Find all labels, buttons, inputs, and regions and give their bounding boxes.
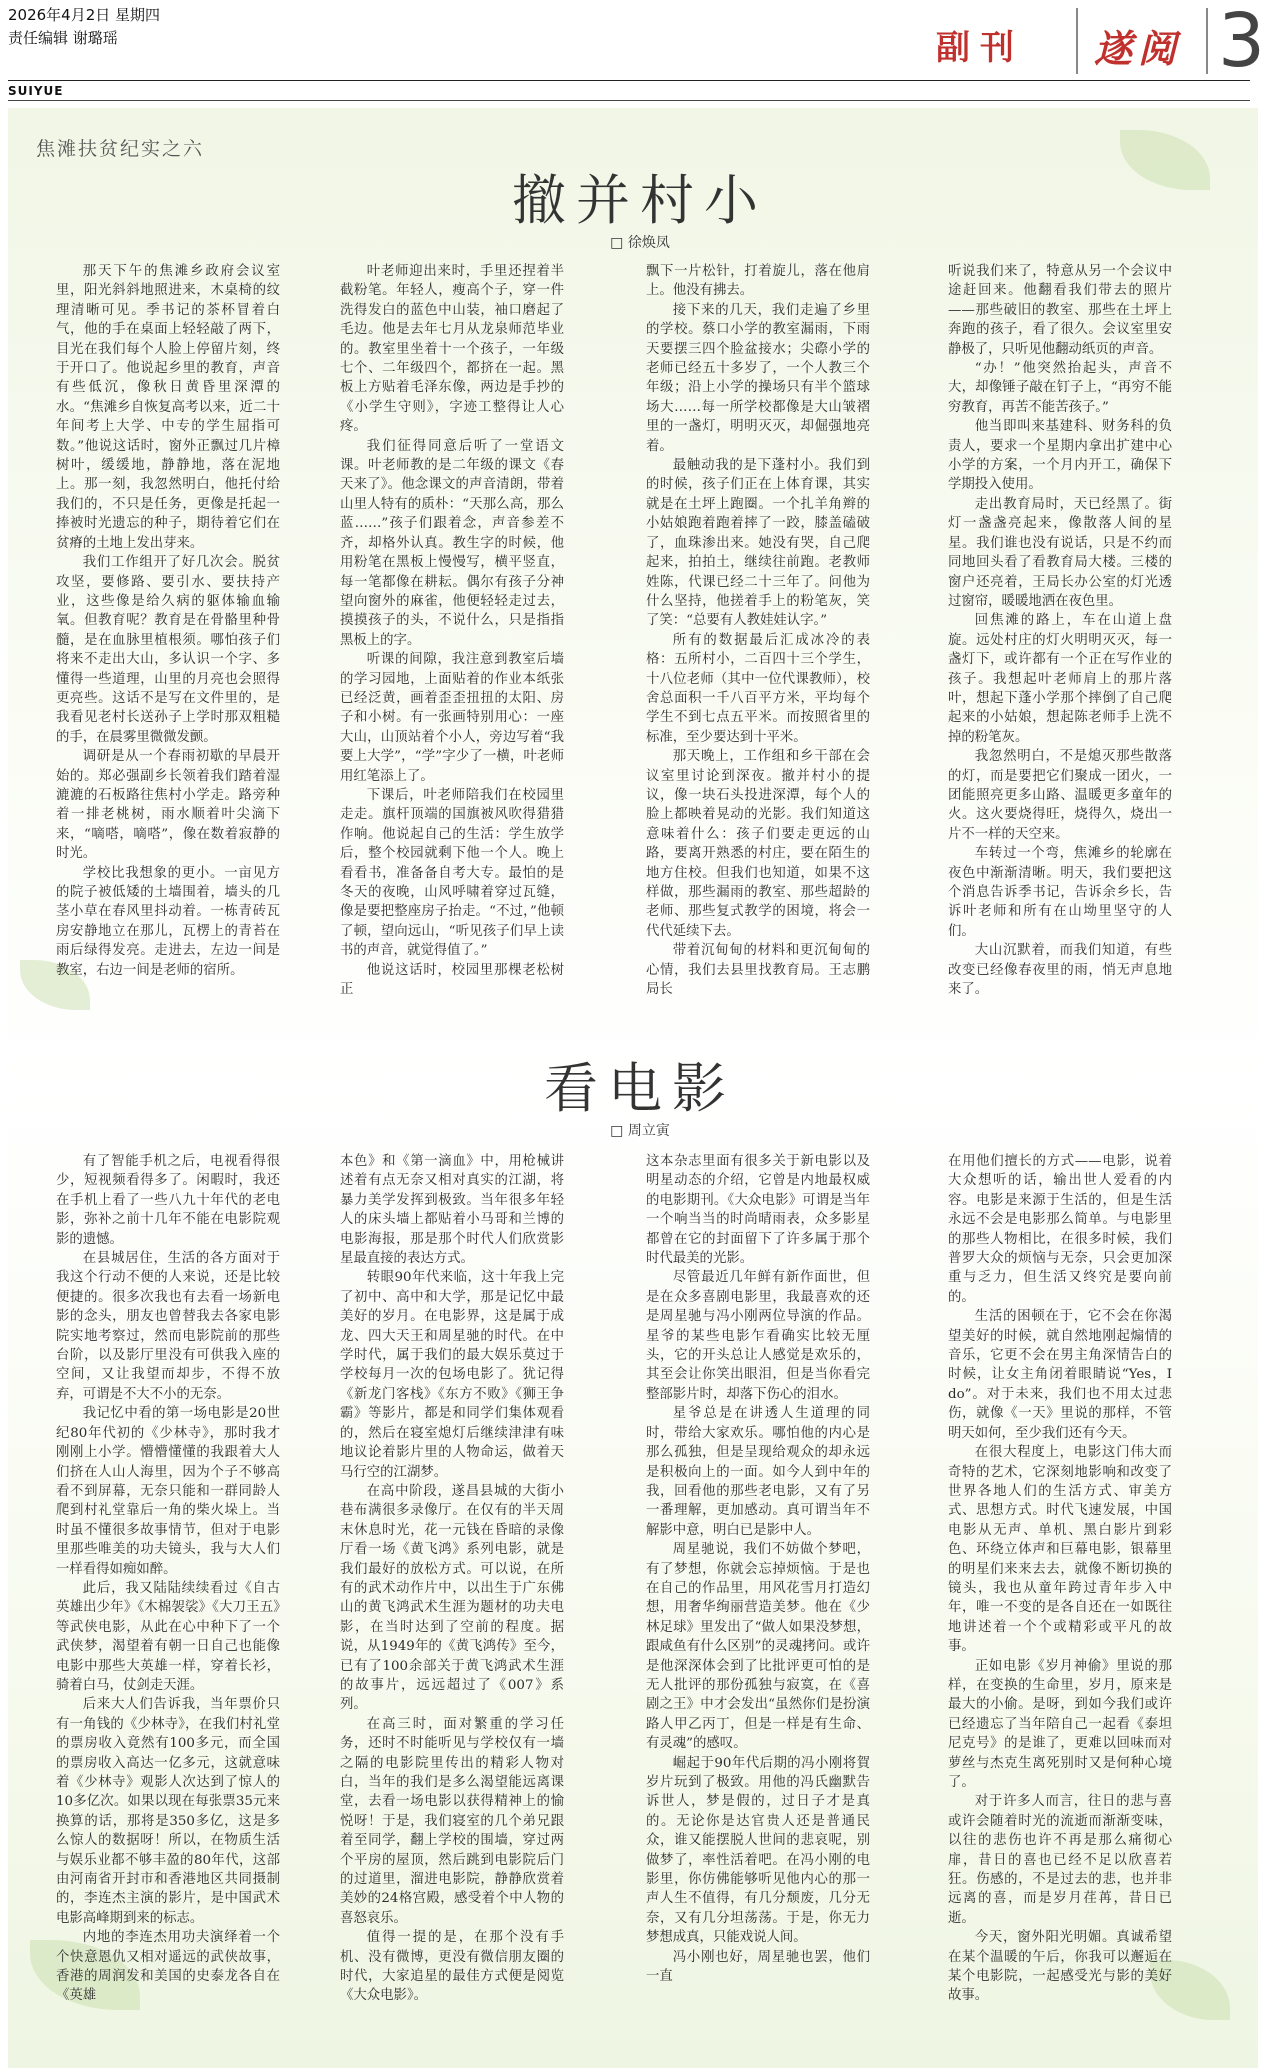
article-column bbox=[948, 1152, 1172, 2006]
paragraph: 听说我们来了，特意从另一个会议中途赶回来。他翻看我们带去的照片——那些破旧的教室、那些在土坪上奔跑的孩子，看了很久。会议室里安静极了，只听见他翻动纸页的声音。 bbox=[948, 264, 1172, 357]
article-byline: □ 周立寅 bbox=[610, 1123, 670, 1139]
article-column bbox=[340, 262, 564, 999]
paragraph: 正如电影《岁月神偷》里说的那样，在变换的生命里，岁月，原来是最大的小偷。是呀，到如今我们或许已经遗忘了当年陪自己一起看《泰坦尼克号》的是谁了，更难以回味而对萝丝与杰克生离死别时又是何种心境了。 bbox=[948, 1658, 1172, 1790]
paragraph: 接下来的几天，我们走遍了乡里的学校。蔡口小学的教室漏雨，下雨天要摆三四个脸盆接水；尖磜小学的老师已经五十多岁了，一个人教三个年级；沿上小学的操场只有半个篮球场大……每一所学校都像是大山皱褶里的一盏灯，明明灭灭，却倔强地亮着。 bbox=[646, 302, 870, 454]
paragraph: 我忽然明白，不是熄灭那些散落的灯，而是要把它们聚成一团火，一团能照亮更多山路、温暖更多童年的火。这火要烧得旺，烧得久，烧出一片不一样的天空来。 bbox=[948, 749, 1172, 842]
paragraph: 尽管最近几年鲜有新作面世，但是在众多喜剧电影里，我最喜欢的还是周星驰与冯小刚两位导演的作品。星爷的某些电影乍看确实比较无厘头，它的开头总让人感觉是欢乐的，其至会让你笑出眼泪，但是当你看完整部影片时，却落下伤心的泪水。 bbox=[646, 1270, 870, 1402]
paragraph: 那天晚上，工作组和乡干部在会议室里讨论到深夜。撤并村小的提议，像一块石头投进深潭，每个人的脸上都映着晃动的光影。我们知道这意味着什么：孩子们要走更远的山路，要离开熟悉的村庄，要在陌生的地方住校。但我们也知道，如果不这样做，那些漏雨的教室、那些超龄的老师、那些复式教学的困境，将会一代代延续下去。 bbox=[646, 749, 870, 939]
issue-date: 2026年4月2日 星期四 bbox=[8, 6, 161, 24]
paragraph: 飘下一片松针，打着旋儿，落在他肩上。他没有拂去。 bbox=[646, 264, 870, 299]
paragraph: 回焦滩的路上，车在山道上盘旋。远处村庄的灯火明明灭灭，每一盏灯下，或许都有一个正在写作业的孩子。我想起叶老师肩上的那片落叶，想起下蓬小学那个摔倒了自己爬起来的小姑娘，想起陈老师手上洗不掉的粉笔灰。 bbox=[948, 613, 1172, 745]
paragraph: 冯小刚也好，周星驰也罢，他们一直 bbox=[646, 1949, 870, 1985]
paragraph: 这本杂志里面有很多关于新电影以及明星动态的介绍，它曾是内地最权威的电影期刊。《大众电影》可谓是当年一个响当当的时尚晴雨表，众多影星都曾在它的封面留下了许多属于那个时代最美的光影。 bbox=[646, 1154, 870, 1267]
paragraph: 听课的间隙，我注意到教室后墙的学习园地，上面贴着的作业本纸张已经泛黄，画着歪歪扭扭的太阳、房子和小树。有一张画特别用心：一座大山，山顶站着个小人，旁边写着“我要上大学”，“学”字少了一横，叶老师用红笔添上了。 bbox=[340, 652, 564, 784]
paragraph: 学校比我想象的更小。一亩见方的院子被低矮的土墙围着，墙头的几茎小草在春风里抖动着。一栋青砖瓦房安静地立在那儿，瓦楞上的青苔在雨后绿得发亮。走进去，左边一间是教室，右边一间是老师的宿所。 bbox=[56, 865, 280, 978]
article-column bbox=[646, 1152, 870, 1986]
paragraph: 有了智能手机之后，电视看得很少，短视频看得多了。闲暇时，我还在手机上看了一些八九十年代的老电影，弥补之前十几年不能在电影院观影的遗憾。 bbox=[56, 1154, 280, 1247]
paragraph: 值得一提的是，在那个没有手机、没有微博，更没有微信朋友圈的时代，大家追星的最佳方式便是阅览《大众电影》。 bbox=[340, 1930, 564, 2004]
masthead-rule bbox=[8, 80, 1250, 81]
paragraph: 此后，我又陆陆续续看过《自古英雄出少年》《木棉袈裟》《大刀王五》等武侠电影，从此在心中种下了一个武侠梦，渴望着有朝一日自己也能像电影中那些大英雄一样，穿着长衫，骑着白马，仗剑走天涯。 bbox=[56, 1580, 280, 1693]
article-column bbox=[948, 262, 1172, 999]
paragraph: 星爷总是在讲透人生道理的同时，带给大家欢乐。哪怕他的内心是那么孤独，但是呈现给观众的却永远是积极向上的一面。如今人到中年的我，回看他的那些老电影，又有了另一番理解，更加感动。真可谓当年不解影中意，明白已是影中人。 bbox=[646, 1406, 870, 1538]
paragraph: 所有的数据最后汇成冰冷的表格：五所村小，二百四十三个学生，十八位老师（其中一位代课教师），校舍总面积一千八百平方米，平均每个学生不到七点五平米。而按照省里的标准，至少要达到十平米。 bbox=[646, 632, 870, 745]
article-title: 看电影 bbox=[544, 1057, 736, 1120]
masthead-divider bbox=[1076, 8, 1078, 74]
paragraph: 在用他们擅长的方式——电影，说着大众想听的话，输出世人爱看的内容。电影是来源于生活的，但是生活永远不会是电影那么简单。与电影里的那些人物相比，在很多时候，我们普罗大众的烦恼与无奈，只会更加深重与乏力，但生活又终究是要向前的。 bbox=[948, 1154, 1172, 1305]
paragraph: 生活的困顿在于，它不会在你渴望美好的时候，就自然地刚起煽情的音乐，它更不会在男主角深情告白的时候，让女主角闭着眼睛说“Yes，I do”。对于未来，我们也不用太过悲伤，就像《一天》里说的那样，不管明天如何，至少我们还有今天。 bbox=[948, 1309, 1172, 1441]
paragraph: 调研是从一个春雨初歇的早晨开始的。郑必强副乡长领着我们踏着湿漉漉的石板路往焦村小学走。路旁种着一排老桃树，雨水顺着叶尖滴下来，“嘀嗒，嘀嗒”，像在数着寂静的时光。 bbox=[56, 749, 280, 862]
paragraph: 下课后，叶老师陪我们在校园里走走。旗杆顶端的国旗被风吹得猎猎作响。他说起自己的生活：学生放学后，整个校园就剩下他一个人。晚上看看书，准备备自考大专。最怕的是冬天的夜晚，山风呼啸着穿过瓦缝，像是要把整座房子抬走。“不过，”他顿了顿，望向远山，“听见孩子们早上读书的声音，就觉得值了。” bbox=[340, 787, 564, 959]
paragraph: 在很大程度上，电影这门伟大而奇特的艺术，它深刻地影响和改变了世界各地人们的生活方式、审美方式、思想方式。时代飞速发展，中国电影从无声、单机、黑白影片到彩色、环绕立体声和巨幕电影，银幕里的明星们来来去去，就像不断切换的镜头，我也从童年跨过青年步入中年，唯一不变的是各自还在一如既往地讲述着一个个或精彩或平凡的故事。 bbox=[948, 1445, 1172, 1655]
article-column bbox=[56, 1152, 280, 2006]
paragraph: 那天下午的焦滩乡政府会议室里，阳光斜斜地照进来，木桌椅的纹理清晰可见。季书记的茶杯冒着白气，他的手在桌面上轻轻敲了两下，目光在我们每个人脸上停留片刻，终于开口了。他说起乡里的教育，声音有些低沉，像秋日黄昏里深潭的水。“焦滩乡自恢复高考以来，近二十年间考上大学、中专的学生屈指可数。”他说这话时，窗外正飘过几片樟树叶，缓缓地，静静地，落在泥地上。那一刻，我忽然明白，他托付给我们的，不只是任务，更像是托起一捧被时光遗忘的种子，期待着它们在贫瘠的土地上发出芽来。 bbox=[56, 264, 280, 551]
series-label: 焦滩扶贫纪实之六 bbox=[36, 138, 205, 160]
paragraph: 今天，窗外阳光明媚。真诚希望在某个温暖的午后，你我可以邂逅在某个电影院，一起感受光与影的美好故事。 bbox=[948, 1930, 1172, 2004]
paragraph: 走出教育局时，天已经黑了。街灯一盏盏亮起来，像散落人间的星星。我们谁也没有说话，只是不约而同地回头看了看教育局大楼。三楼的窗户还亮着，王局长办公室的灯光透过窗帘，暖暖地洒在夜色里。 bbox=[948, 496, 1172, 609]
masthead-info bbox=[8, 4, 160, 50]
paragraph: 我们工作组开了好几次会。脱贫攻坚，要修路、要引水、要扶持产业，这些像是给久病的躯体输血输氧。但教育呢？教育是在骨骼里种骨髓，是在血脉里植根须。哪怕孩子们将来不走出大山，多认识一个字、多懂得一些道理，山里的月亮也会照得更亮些。这话不是写在文件里的，是我看见老村长送孙子上学时那双粗糙的手，在晨雾里微微发颤。 bbox=[56, 555, 280, 745]
masthead-rule-lower bbox=[8, 100, 1250, 101]
paragraph: “办！”他突然抬起头，声音不大，却像锤子敲在钉子上，“再穷不能穷教育，再苦不能苦孩子。” bbox=[948, 361, 1172, 415]
paragraph: 在高中阶段，遂昌县城的大街小巷布满很多录像厅。在仅有的半天周末休息时光，花一元钱在昏暗的录像厅看一场《黄飞鸿》系列电影，就是我们最好的放松方式。可以说，在所有的武术动作片中，以出生于广东佛山的黄飞鸿武术生涯为题材的功夫电影，在当时达到了空前的程度。据说，从1949年的《黄飞鸿传》至今，已有了100余部关于黄飞鸿武术生涯的故事片，远远超过了《007》系列。 bbox=[340, 1483, 564, 1713]
article-column bbox=[56, 262, 280, 980]
responsible-editor: 责任编辑 谢璐瑶 bbox=[8, 29, 118, 47]
section-pinyin: SUIYUE bbox=[8, 84, 64, 98]
masthead bbox=[0, 0, 1280, 106]
paragraph: 崛起于90年代后期的冯小刚将賀岁片玩到了极致。用他的冯氏幽默告诉世人，梦是假的，过日子才是真的。无论你是达官贵人还是普通民众，谁又能摆脱人世间的悲哀呢，别做梦了，率性活着吧。在冯小刚的电影里，你仿佛能够听见他内心的那一声人生不值得，有几分颓废，几分无奈，又有几分坦荡荡。于是，你无力梦想成真，只能戏说人间。 bbox=[646, 1755, 870, 1946]
paragraph: 最触动我的是下蓬村小。我们到的时候，孩子们正在上体育课，其实就是在土坪上跑圈。一个扎羊角辫的小姑娘跑着跑着摔了一跤，膝盖磕破了，血珠渗出来。她没有哭，自己爬起来，拍拍土，继续往前跑。老教师姓陈，代课已经二十三年了。问他为什么坚持，他搓着手上的粉笔灰，笑了笑：“总要有人教娃娃认字。” bbox=[646, 458, 870, 629]
article-title: 撤并村小 bbox=[512, 169, 768, 232]
article-column bbox=[340, 1152, 564, 2006]
paragraph: 我们征得同意后听了一堂语文课。叶老师教的是二年级的课文《春天来了》。他念课文的声音清朗，带着山里人特有的质朴：“天那么高，那么蓝……”孩子们跟着念，声音参差不齐，却格外认真。教生字的时候，他用粉笔在黑板上慢慢写，横平竖直，每一笔都像在耕耘。偶尔有孩子分神望向窗外的麻雀，他便轻轻走过去，摸摸孩子的头，不说什么，只是指指黑板上的字。 bbox=[340, 438, 564, 648]
masthead-divider bbox=[1206, 8, 1208, 74]
paragraph: 叶老师迎出来时，手里还捏着半截粉笔。年轻人，瘦高个子，穿一件洗得发白的蓝色中山装，袖口磨起了毛边。他是去年七月从龙泉师范毕业的。教室里坐着十一个孩子，一年级七个、二年级四个，都挤在一起。黑板上方贴着毛泽东像，两边是手抄的《小学生守则》，字迹工整得让人心疼。 bbox=[340, 264, 564, 435]
paragraph: 大山沉默着，而我们知道，有些改变已经像春夜里的雨，悄无声息地来了。 bbox=[948, 943, 1172, 998]
paragraph: 后来大人们告诉我，当年票价只有一角钱的《少林寺》，在我们村礼堂的票房收入竟然有100多元，而全国的票房收入高达一亿多元，这就意味着《少林寺》观影人次达到了惊人的10多亿次。如果以现在每张票35元来换算的话，那将是350多亿，这是多么惊人的数据呀！所以，在物质生活与娱乐业都不够丰盈的80年代，这部由河南省开封市和香港地区共同摄制的，李连杰主演的影片，是中国武术电影高峰期到来的标志。 bbox=[56, 1697, 280, 1926]
paragraph: 在高三时，面对繁重的学习任务，还时不时能听见与学校仅有一墙之隔的电影院里传出的精彩人物对白，当年的我们是多么渴望能远离课堂，去看一场电影以获得精神上的愉悦呀！于是，我们寝室的几个弟兄跟着至同学，翻上学校的围墙，穿过两个平房的屋顶，然后跳到电影院后门的过道里，溜进电影院，静静欣赏着美妙的24格宫殿，感受着个中人物的喜怒哀乐。 bbox=[340, 1716, 564, 1926]
article-byline: □ 徐焕凤 bbox=[610, 235, 670, 251]
paragraph: 在县城居住，生活的各方面对于我这个行动不便的人来说，还是比较便捷的。很多次我也有去看一场新电影的念头，朋友也曾替我去各家电影院实地考察过，然而电影院前的那些台阶，以及影厅里没有可供我入座的空间，又让我望而却步，不得不放弃，可谓是不大不小的无奈。 bbox=[56, 1251, 280, 1402]
paragraph: 周星驰说，我们不妨做个梦吧，有了梦想，你就会忘掉烦恼。于是也在自己的作品里，用风花雪月打造幻想，用奢华绚丽营造美梦。他在《少林足球》里发出了“做人如果没梦想，跟咸鱼有什么区别”的灵魂拷问。或许是他深深体会到了比批评更可怕的是无人批评的那份孤独与寂寞，在《喜剧之王》中才会发出“虽然你们是扮演路人甲乙丙丁，但是一样是有生命、有灵魂”的感叹。 bbox=[646, 1542, 870, 1752]
paragraph: 他当即叫来基建科、财务科的负责人，要求一个星期内拿出扩建中心小学的方案，一个月内开工，确保下学期投入使用。 bbox=[948, 419, 1172, 493]
paragraph: 本色》和《第一滴血》中，用枪械讲述着有点无奈又相对真实的江湖，将暴力美学发挥到极致。当年很多年轻人的床头墙上都贴着小马哥和兰博的电影海报，那是那个时代人们欣赏影星最直接的表达方式。 bbox=[340, 1154, 564, 1267]
section-name: 副刊 bbox=[936, 28, 1024, 68]
article-column bbox=[646, 262, 870, 999]
paragraph: 对于许多人而言，往日的悲与喜或许会随着时光的流逝而渐渐变味，以往的悲伤也许不再是那么痛彻心扉，昔日的喜也已经不足以欣喜若狂。伤感的，不是过去的悲，也并非远离的喜，而是岁月荏苒，昔日已逝。 bbox=[948, 1794, 1172, 1926]
paragraph: 我记忆中看的第一场电影是20世纪80年代初的《少林寺》，那时我才刚刚上小学。懵懵懂懂的我跟着大人们挤在人山人海里，因为个子不够高看不到屏幕，无奈只能和一群同龄人爬到村礼堂靠后一角的柴火垛上。当时虽不懂很多故事情节，但对于电影里那些唯美的功夫镜头，我与大人们一样看得如痴如醉。 bbox=[56, 1406, 280, 1577]
paragraph: 他说这话时，校园里那棵老松树正 bbox=[340, 962, 564, 998]
paragraph: 内地的李连杰用功夫演绎着一个个快意恩仇又相对遥远的武侠故事，香港的周润发和美国的史泰龙各自在《英雄 bbox=[56, 1930, 280, 2004]
column-name: 遂阅 bbox=[1094, 26, 1183, 71]
paragraph: 转眼90年代来临，这十年我上完了初中、高中和大学，那是记忆中最美好的岁月。在电影界，这是属于成龙、四大天王和周星驰的时代。在中学时代，属于我们的最大娱乐莫过于学校每月一次的包场电影了。犹记得《新龙门客栈》《东方不败》《狮王争霸》等影片，都是和同学们集体观看的，然后在寝室熄灯后继续津津有味地议论着影片里的人物命运，做着天马行空的江湖梦。 bbox=[340, 1270, 564, 1480]
paragraph: 带着沉甸甸的材料和更沉甸甸的心情，我们去县里找教育局。王志鹏局长 bbox=[646, 943, 870, 998]
paragraph: 车转过一个弯，焦滩乡的轮廓在夜色中渐渐清晰。明天，我们要把这个消息告诉季书记，告诉余乡长，告诉叶老师和所有在山坳里坚守的人们。 bbox=[948, 846, 1172, 939]
page-number: 3 bbox=[1218, 0, 1266, 84]
